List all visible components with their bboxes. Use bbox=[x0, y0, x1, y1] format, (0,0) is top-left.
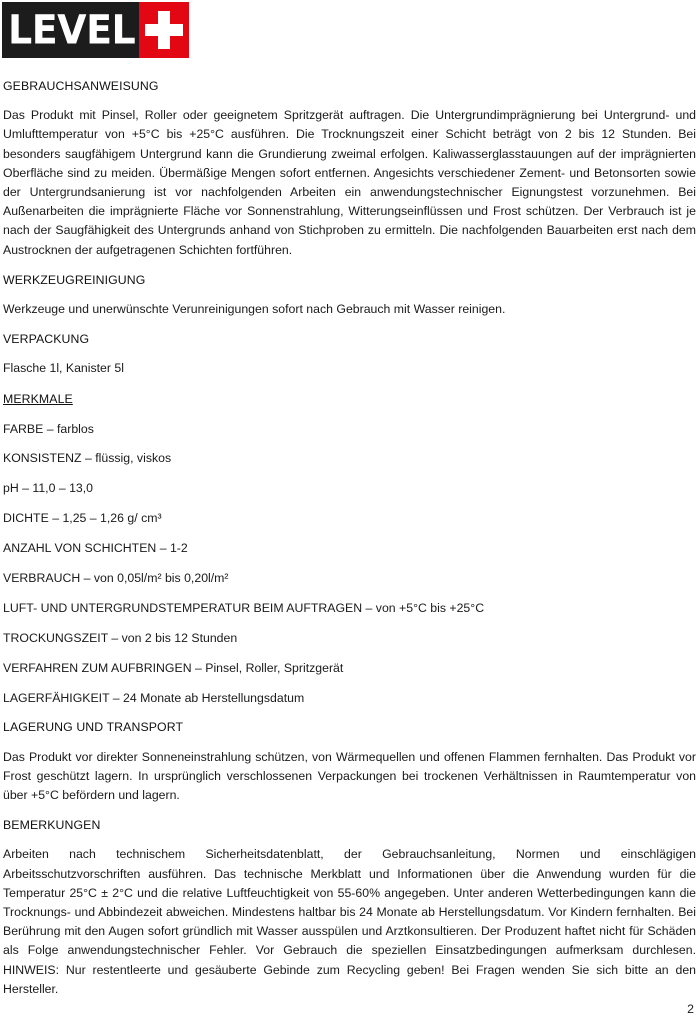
swiss-cross-icon bbox=[139, 2, 189, 58]
remarks-text: Arbeiten nach technischem Sicherheitsdatenblatt, der Gebrauchsanleitung, Normen und einschlägigen Arbeitsschutzvorschriften ausführen. Das technische Merkblatt und Informationen über die Anwendung wurden für die Temperatur 25°C ± 2°C und die relative Luftfeuchtigkeit von 55-60% angegeben. Unter anderen Wetterbedingungen kann die Trocknungs- und Abbindezeit abweichen. Mindestens haltbar bis 24 Monate ab Herstellungsdatum. Vor Kindern fernhalten. Bei Berührung mit den Augen sofort gründlich mit Wasser ausspülen und Arztkonsultieren. Der Produzent haftet nicht für Schäden als Folge anwendungstechnischer Fehler. Vor Gebrauch die speziellen Einsatzbedingungen aufmerksam durchlesen. HINWEIS: Nur restentleerte und gesäuberte Gebinde zum Recycling geben! Bei Fragen wenden Sie sich bitte an den Hersteller. bbox=[3, 847, 696, 996]
usage-text: Das Produkt mit Pinsel, Roller oder geeignetem Spritzgerät auftragen. Die Untergrundimprägnierung bei Untergrund- und Umlufttemperatur von +5°C bis +25°C ausführen. Die Trocknungszeit einer Schicht beträgt von 2 bis 12 Stunden. Bei besonders saugfähigem Untergrund kann die Grundierung zweimal erfolgen. Kaliwasserglasstauungen auf der imprägnierten Oberfläche sind zu meiden. Übermäßige Mengen sofort entfernen. Angesichts verschiedener Zement- und Betonsorten sowie der Untergrundsanierung ist vor nachfolgenden Arbeiten ein anwendungstechnischer Eignungstest vorzunehmen. Bei Außenarbeiten die imprägnierte Fläche vor Sonnenstrahlung, Witterungseinflüssen und Frost schützen. Der Verbrauch ist je nach der Saugfähigkeit des Untergrunds anhand von Stichproben zu ermitteln. Die nachfolgenden Bauarbeiten erst nach dem Austrocknen der aufgetragenen Schichten fortführen. bbox=[3, 108, 696, 257]
tools-heading: WERKZEUGREINIGUNG bbox=[3, 272, 146, 287]
logo-text: LEVEL bbox=[8, 6, 136, 54]
property-temperature: LUFT- UND UNTERGRUNDSTEMPERATUR BEIM AUFTRAGEN – von +5°C bis +25°C bbox=[3, 600, 485, 615]
property-application: VERFAHREN ZUM AUFBRINGEN – Pinsel, Roller, Spritzgerät bbox=[3, 660, 344, 675]
property-color: FARBE – farblos bbox=[3, 421, 94, 436]
property-layers: ANZAHL VON SCHICHTEN – 1-2 bbox=[3, 541, 188, 556]
storage-heading: LAGERUNG UND TRANSPORT bbox=[3, 720, 184, 735]
property-density: DICHTE – 1,25 – 1,26 g/ cm³ bbox=[3, 511, 162, 526]
property-consistency: KONSISTENZ – flüssig, viskos bbox=[3, 451, 172, 466]
tools-text: Werkzeuge und unerwünschte Verunreinigungen sofort nach Gebrauch mit Wasser reinigen. bbox=[3, 302, 506, 317]
packaging-heading: VERPACKUNG bbox=[3, 332, 90, 347]
usage-heading: GEBRAUCHSANWEISUNG bbox=[3, 79, 159, 93]
storage-text: Das Produkt vor direkter Sonneneinstrahlung schützen, von Wärmequellen und offenen Flammen fernhalten. Das Produkt vor Frost geschützt lagern. In ursprünglich verschlossenen Verpackungen bei trockenen Verhältnissen in Raumtemperatur von über +5°C befördern und lagern. bbox=[3, 749, 696, 803]
property-consumption: VERBRAUCH – von 0,05l/m² bis 0,20l/m² bbox=[3, 570, 229, 585]
page-number: 2 bbox=[687, 1002, 694, 1016]
brand-logo bbox=[2, 2, 189, 58]
property-shelf-life: LAGERFÄHIGKEIT – 24 Monate ab Herstellungsdatum bbox=[3, 690, 305, 705]
remarks-heading: BEMERKUNGEN bbox=[3, 818, 101, 833]
property-ph: pH – 11,0 – 13,0 bbox=[3, 481, 94, 496]
packaging-text: Flasche 1l, Kanister 5l bbox=[3, 361, 124, 376]
properties-heading: MERKMALE bbox=[3, 391, 73, 406]
property-drying-time: TROCKUNGSZEIT – von 2 bis 12 Stunden bbox=[3, 630, 238, 645]
document-body bbox=[3, 77, 696, 999]
